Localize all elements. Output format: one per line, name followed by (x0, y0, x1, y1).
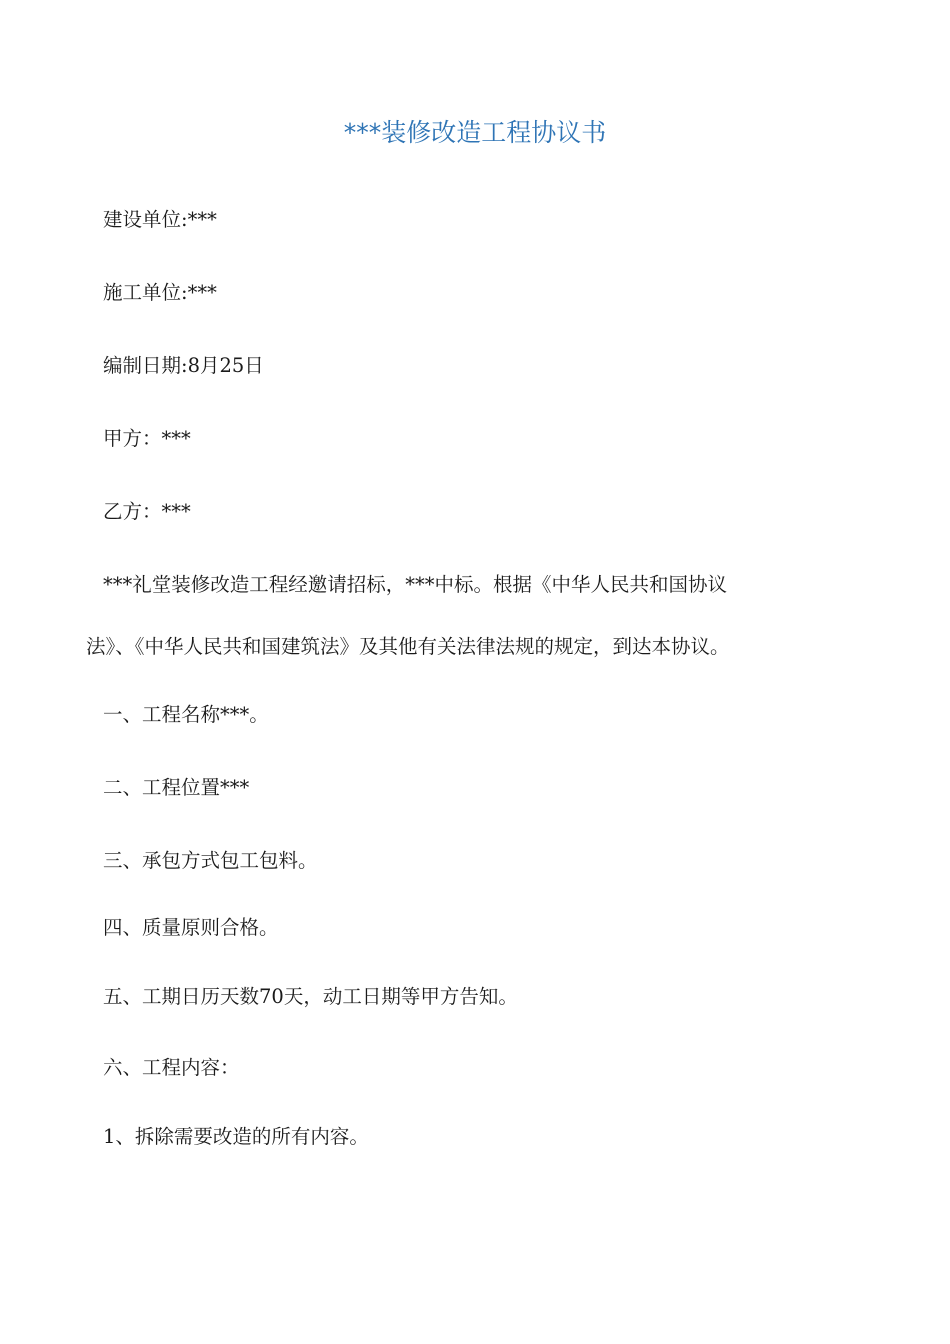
construction-unit-field: 建设单位:*** (103, 208, 217, 231)
party-b-field: 乙方：*** (103, 500, 191, 523)
compile-date-field: 编制日期:8月25日 (103, 354, 264, 377)
content-item-1: 1、拆除需要改造的所有内容。 (103, 1125, 369, 1148)
clause-project-location: 二、工程位置*** (103, 776, 250, 799)
document-title: ***装修改造工程协议书 (343, 118, 607, 147)
clause-contract-method: 三、承包方式包工包料。 (103, 849, 318, 872)
clause-project-name: 一、工程名称***。 (103, 703, 269, 726)
clause-project-content: 六、工程内容： (103, 1056, 240, 1079)
intro-paragraph-line-2: 法》、《中华人民共和国建筑法》及其他有关法律法规的规定，到达本协议。 (86, 635, 730, 658)
intro-paragraph-line-1: ***礼堂装修改造工程经邀请招标，***中标。根据《中华人民共和国协议 (103, 573, 728, 596)
clause-quality-standard: 四、质量原则合格。 (103, 916, 279, 939)
contractor-unit-field: 施工单位:*** (103, 281, 217, 304)
clause-construction-period: 五、工期日历天数70天，动工日期等甲方告知。 (103, 985, 518, 1008)
party-a-field: 甲方：*** (103, 427, 191, 450)
